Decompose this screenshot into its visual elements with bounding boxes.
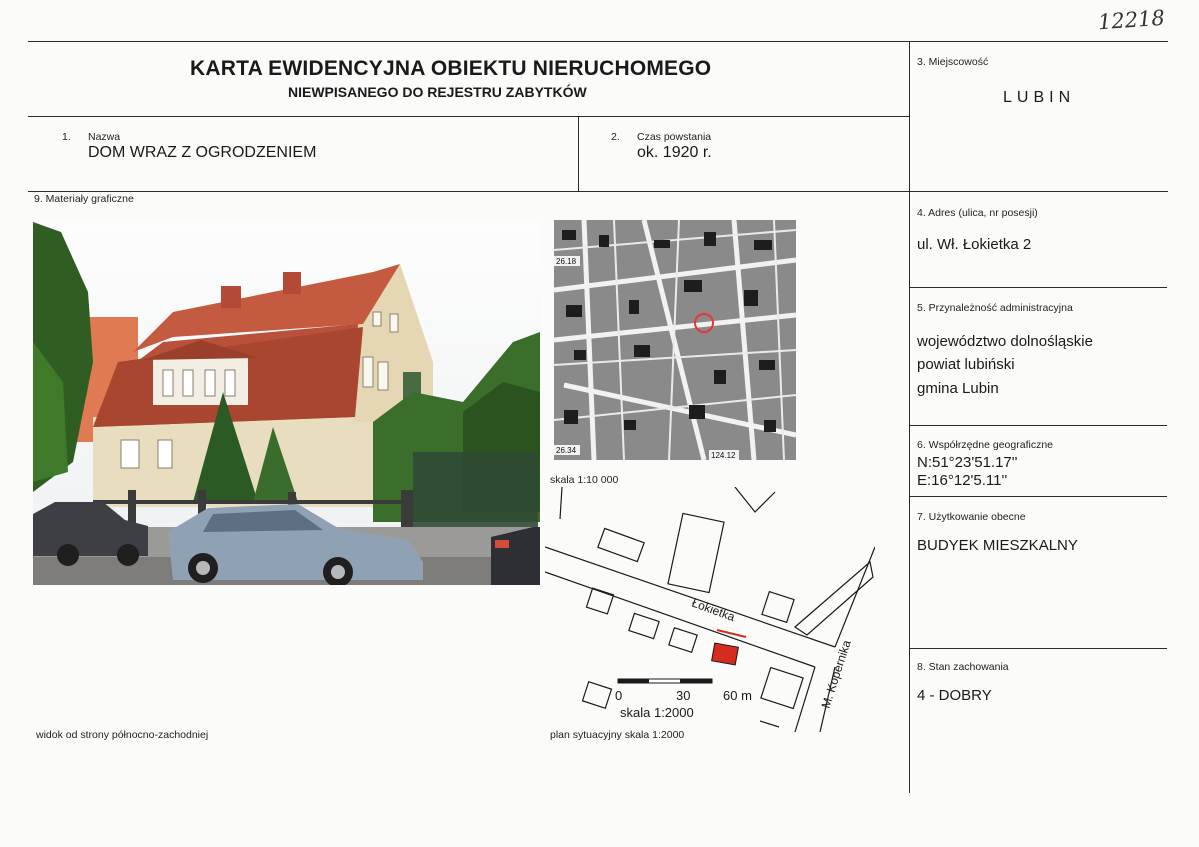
map-label-b: 26.34 xyxy=(556,446,577,455)
field-czas-label-text: Czas powstania xyxy=(637,131,712,143)
field-condition-label: 8. Stan zachowania xyxy=(917,661,1009,673)
map-label-c: 124.12 xyxy=(711,451,736,460)
field-czas-label xyxy=(611,131,711,143)
photo-caption: widok od strony północno-zachodniej xyxy=(36,729,209,741)
field-miejscowosc-label: 3. Miejscowość xyxy=(917,56,989,68)
plan-scale-bar xyxy=(618,679,712,683)
field-admin-county: powiat lubiński xyxy=(917,356,1015,373)
frame-top-line xyxy=(28,41,1168,42)
plan-caption: plan sytuacyjny skala 1:2000 xyxy=(550,729,685,741)
header-bottom-line xyxy=(28,116,909,117)
document-subtitle: NIEWPISANEGO DO REJESTRU ZABYTKÓW xyxy=(288,84,587,100)
usage-bottom-line xyxy=(909,648,1167,649)
field-condition-value: 4 - DOBRY xyxy=(917,687,992,704)
field-adres-value: ul. Wł. Łokietka 2 xyxy=(917,236,1032,253)
plan-scale-label: skala 1:2000 xyxy=(620,705,694,720)
scale-tick-30: 30 xyxy=(676,688,691,703)
field-admin-voivodeship: województwo dolnośląskie xyxy=(917,333,1093,350)
scale-tick-60: 60 m xyxy=(723,688,752,703)
field-admin-label: 5. Przynależność administracyjna xyxy=(917,302,1073,314)
plan-street-kopernika: M. Kopernika xyxy=(818,638,854,710)
plan-street-lokietka: Łokietka xyxy=(689,595,737,625)
site-plan xyxy=(545,487,875,732)
field-coords-label: 6. Współrzędne geograficzne xyxy=(917,439,1053,451)
document-title: KARTA EWIDENCYJNA OBIEKTU NIERUCHOMEGO xyxy=(190,57,712,80)
field-miejscowosc-value: LUBIN xyxy=(1003,89,1076,106)
field-coords-lat: N:51°23'51.17'' xyxy=(917,454,1018,471)
field-graphics-label: 9. Materiały graficzne xyxy=(34,193,134,205)
right-column-divider xyxy=(909,41,910,793)
field-nazwa-label xyxy=(62,131,120,143)
field-adres-label: 4. Adres (ulica, nr posesji) xyxy=(917,207,1038,219)
field-czas-value: ok. 1920 r. xyxy=(637,144,712,161)
cadastral-map xyxy=(554,220,796,460)
map-label-a: 26.18 xyxy=(556,257,577,266)
coords-bottom-line xyxy=(909,496,1167,497)
name-time-divider xyxy=(578,116,579,191)
admin-bottom-line xyxy=(909,425,1167,426)
field-usage-value: BUDYEK MIESZKALNY xyxy=(917,537,1078,554)
name-row-bottom-line xyxy=(28,191,1168,192)
field-nazwa-number: 1. xyxy=(62,131,71,143)
field-coords-lon: E:16°12'5.11'' xyxy=(917,472,1008,489)
field-usage-label: 7. Użytkowanie obecne xyxy=(917,511,1026,523)
building-photo xyxy=(33,222,540,585)
field-nazwa-value: DOM WRAZ Z OGRODZENIEM xyxy=(88,144,317,161)
map-scale-caption: skala 1:10 000 xyxy=(550,474,619,486)
archive-number: 12218 xyxy=(1097,5,1166,35)
field-czas-number: 2. xyxy=(611,131,620,143)
scale-tick-0: 0 xyxy=(615,688,623,703)
field-nazwa-label-text: Nazwa xyxy=(88,131,121,143)
field-admin-commune: gmina Lubin xyxy=(917,380,999,397)
addr-bottom-line xyxy=(909,287,1167,288)
